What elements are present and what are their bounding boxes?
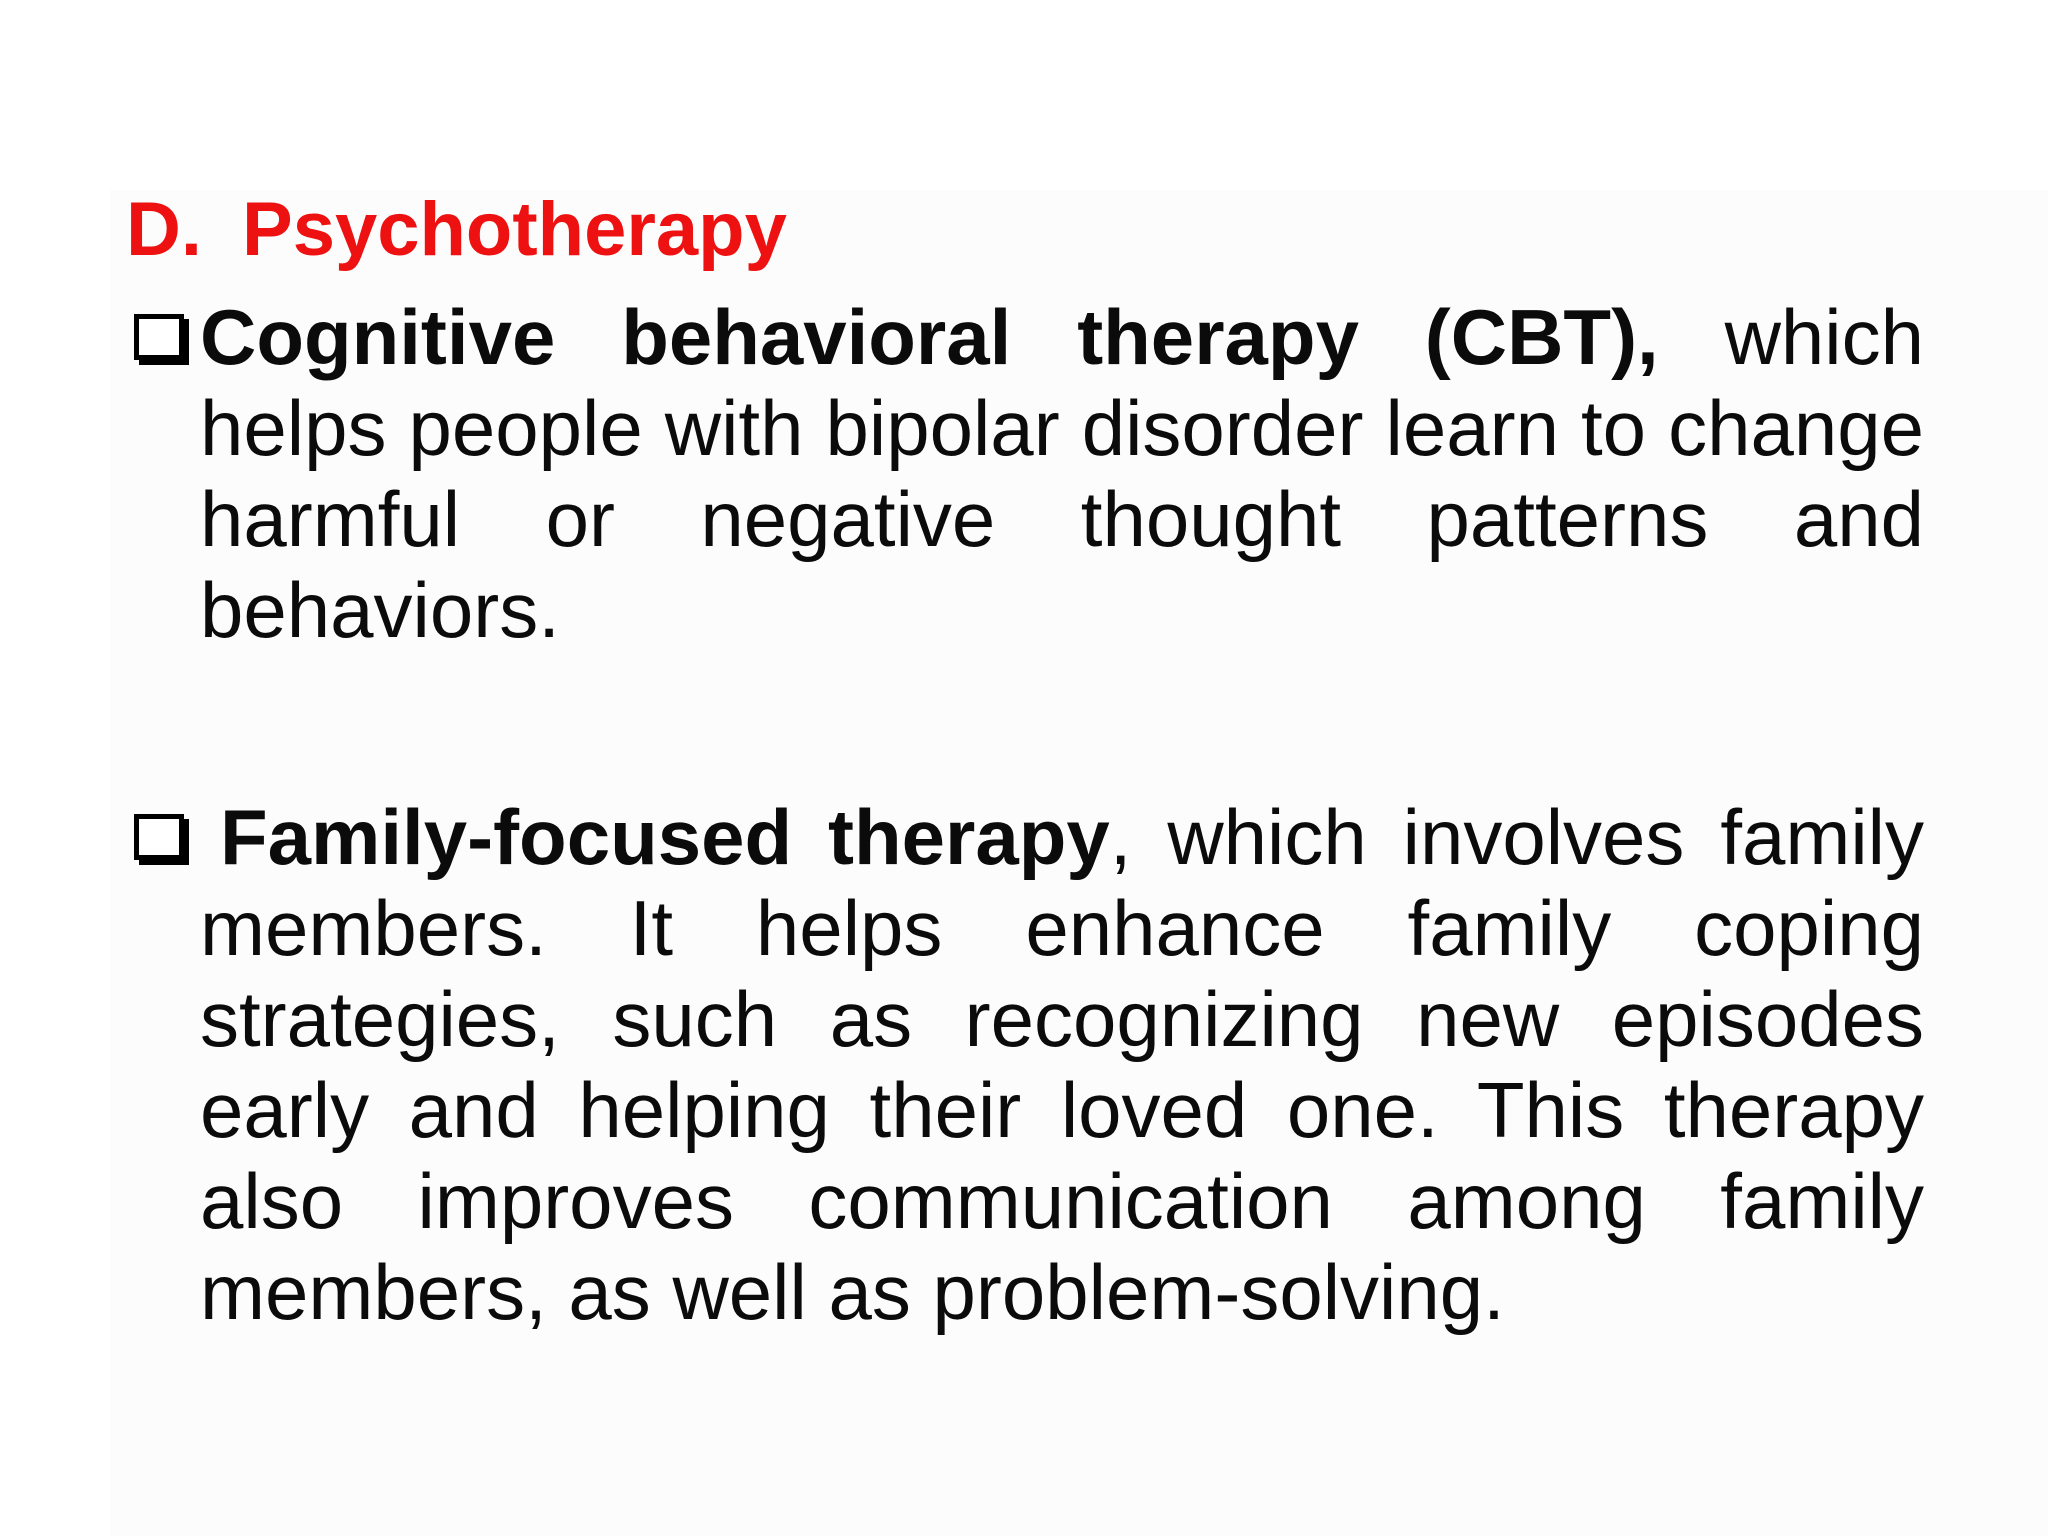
bullet-family-focused	[128, 792, 1924, 1338]
bullet-text	[200, 292, 1924, 656]
heading-letter: D.	[126, 187, 202, 272]
bullet-cbt	[128, 292, 1924, 656]
heading-title: Psychotherapy	[242, 187, 787, 272]
section-heading	[126, 180, 787, 280]
bullet-term: Cognitive behavioral therapy (CBT),	[200, 293, 1659, 381]
bullet-description: , which involves family members. It helps enhance family coping strategies, such as recognizing new episodes early and helping their loved one. This therapy also improves communication among family members, as well as problem-solving.	[200, 793, 1924, 1336]
bullet-term: Family-focused therapy	[220, 793, 1110, 881]
bullet-description: which helps people with bipolar disorder learn to change harmful or negative thought patterns and behaviors.	[200, 293, 1924, 654]
bullet-text	[200, 792, 1924, 1338]
checkbox-icon	[134, 314, 184, 360]
checkbox-icon	[134, 814, 184, 860]
